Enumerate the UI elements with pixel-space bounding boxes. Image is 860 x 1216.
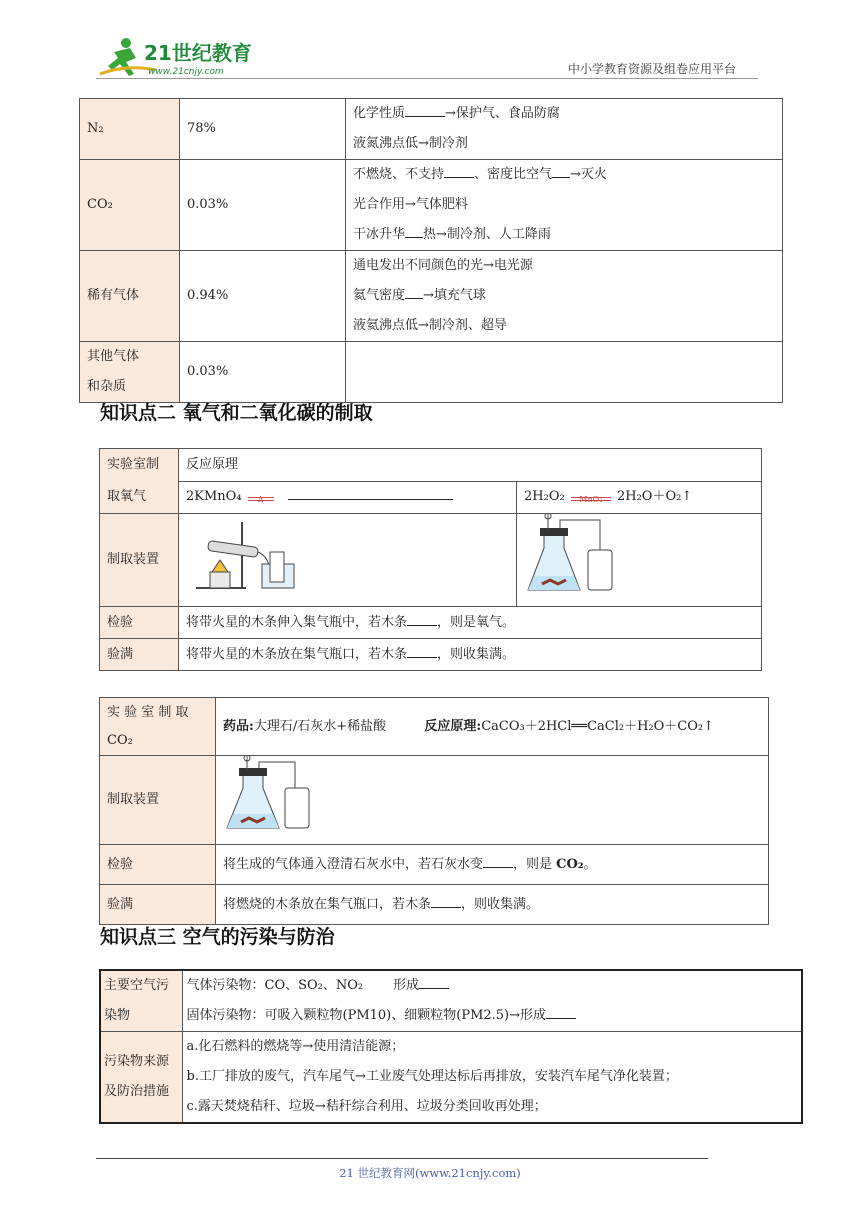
gas-percent: 78% (180, 99, 346, 160)
footer-link[interactable]: 21 世纪教育网(www.21cnjy.com) (339, 1166, 521, 1180)
site-logo (96, 34, 266, 78)
flask-apparatus-icon (524, 514, 634, 594)
kmno4-apparatus (179, 514, 517, 607)
pollutant-content: 气体污染物：CO、SO₂、NO₂ 形成 固体污染物：可吸入颗粒物(PM10)、细颗粒物(PM2.5)→形成 (182, 970, 802, 1032)
gas-usage (346, 342, 783, 403)
logo-text: 21世纪教育 (144, 41, 252, 65)
gas-percent: 0.03% (180, 160, 346, 251)
principle-label: 反应原理 (179, 449, 762, 482)
gas-name: CO₂ (80, 160, 180, 251)
co2-table-header: 实 验 室 制 取 CO₂ (100, 698, 216, 756)
gas-usage: 通电发出不同颜色的光→电光源 氦气密度 →填充气球 液氦沸点低→制冷剂、超导 (346, 251, 783, 342)
device-label: 制取装置 (100, 514, 179, 607)
section-title: 知识点二 氧气和二氧化碳的制取 (100, 402, 373, 424)
gas-percent: 0.03% (180, 342, 346, 403)
section-title: 知识点三 空气的污染与防治 (100, 926, 335, 948)
source-header: 污染物来源 及防治措施 (100, 1032, 182, 1124)
check-label: 检验 (100, 845, 216, 885)
o2-table-header: 实验室制 取氧气 (100, 449, 179, 514)
flask-apparatus-icon (223, 756, 333, 832)
gas-name: N₂ (80, 99, 180, 160)
logo-url: www.21cnjy.com (148, 67, 224, 77)
pollutant-header: 主要空气污 染物 (100, 970, 182, 1032)
list-item: a.化石燃料的燃烧等→使用清洁能源； (186, 1039, 405, 1054)
h2o2-apparatus (517, 514, 762, 607)
full-label: 验满 (100, 885, 216, 925)
header-divider (96, 78, 758, 79)
air-composition-table (79, 98, 783, 403)
co2-check-text: 将生成的气体通入澄清石灰水中，若石灰水变 ，则是 CO₂。 (216, 845, 769, 885)
list-item: c.露天焚烧秸秆、垃圾→秸秆综合利用、垃圾分类回收再处理； (186, 1099, 547, 1114)
heating-apparatus-icon (186, 516, 296, 592)
kmno4-equation: 2KMnO₄ (179, 481, 517, 514)
full-label: 验满 (100, 639, 179, 671)
check-label: 检验 (100, 607, 179, 639)
o2-preparation-table (99, 448, 762, 671)
co2-drug-principle: 药品:大理石/石灰水+稀盐酸 反应原理:CaCO₃＋2HCl══CaCl₂＋H₂O＋CO₂↑ (216, 698, 769, 756)
gas-usage: 化学性质 →保护气、食品防腐 液氮沸点低→制冷剂 (346, 99, 783, 160)
co2-full-text: 将燃烧的木条放在集气瓶口，若木条 ，则收集满。 (216, 885, 769, 925)
device-label: 制取装置 (100, 756, 216, 845)
gas-usage: 不燃烧、不支持 、密度比空气 →灭火 光合作用→气体肥料 干冰升华 热→制冷剂、人工降雨 (346, 160, 783, 251)
pollution-table (99, 969, 803, 1124)
footer-divider (96, 1158, 708, 1159)
gas-name: 稀有气体 (80, 251, 180, 342)
co2-apparatus (216, 756, 769, 845)
o2-full-text: 将带火星的木条放在集气瓶口，若木条 ，则收集满。 (179, 639, 762, 671)
platform-name: 中小学教育资源及组卷应用平台 (568, 62, 737, 76)
gas-percent: 0.94% (180, 251, 346, 342)
h2o2-equation: 2H₂O₂ 2H₂O＋O₂↑ (517, 481, 762, 514)
co2-preparation-table (99, 697, 769, 925)
source-content (182, 1032, 802, 1124)
list-item: b.工厂排放的废气，汽车尾气→工业废气处理达标后再排放，安装汽车尾气净化装置； (186, 1069, 678, 1084)
gas-name: 其他气体 和杂质 (80, 342, 180, 403)
o2-check-text: 将带火星的木条伸入集气瓶中，若木条 ，则是氧气。 (179, 607, 762, 639)
